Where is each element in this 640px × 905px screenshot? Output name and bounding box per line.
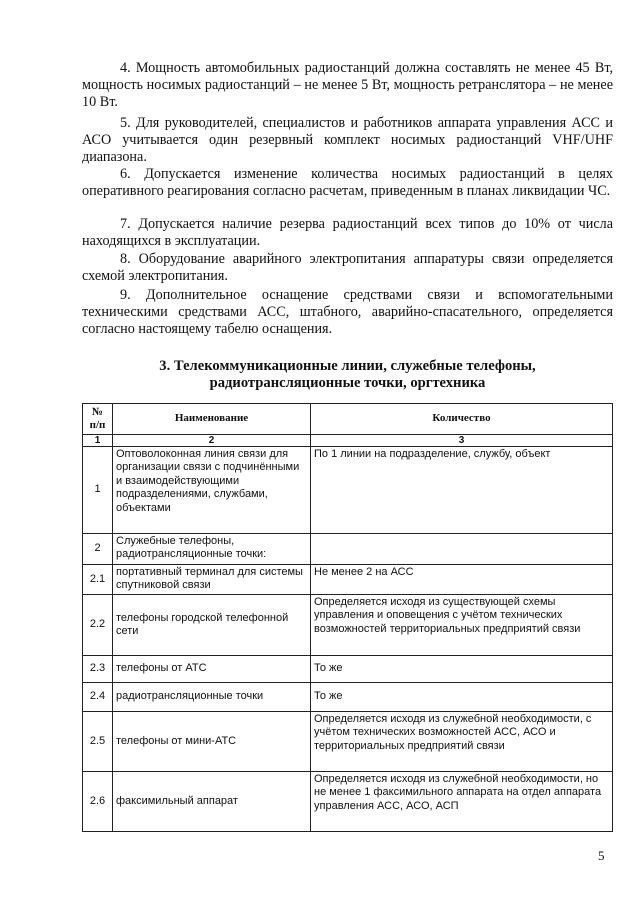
row-num: 2.1 <box>83 565 113 595</box>
table-row <box>83 595 613 656</box>
row-num: 2.5 <box>83 712 113 772</box>
row-name: Оптоволоконная линия связи для организации связи с подчинёнными и взаимодействующими подразделениями, службами, объектами <box>113 447 311 534</box>
row-qty: То же <box>311 656 613 683</box>
row-qty: Определяется исходя из существующей схемы управления и оповещения с учётом технических возможностей территориальных предприятий связи <box>311 595 613 656</box>
page-number: 5 <box>598 848 605 863</box>
table-row <box>83 712 613 772</box>
paragraph-4: 4. Мощность автомобильных радиостанций должна составлять не менее 45 Вт, мощность носимых радиостанций – не менее 5 Вт, мощность ретранслятора – не менее 10 Вт. <box>82 60 613 110</box>
row-name: радиотрансляционные точки <box>113 683 311 712</box>
header-num: № п/п <box>83 404 113 435</box>
index-cell: 3 <box>311 435 613 447</box>
table-row <box>83 565 613 595</box>
row-qty: По 1 линии на подразделение, службу, объект <box>311 447 613 534</box>
row-name: телефоны от АТС <box>113 656 311 683</box>
paragraph-6: 6. Допускается изменение количества носимых радиостанций в целях оперативного реагирования согласно расчетам, приведенным в планах ликвидации ЧС. <box>82 166 613 199</box>
row-num: 2.4 <box>83 683 113 712</box>
table-row <box>83 447 613 534</box>
row-name: телефоны городской телефонной сети <box>113 595 311 656</box>
section-title-line-1: 3. Телекоммуникационные линии, служебные телефоны, <box>159 358 536 374</box>
row-num: 2.3 <box>83 656 113 683</box>
table-index-row <box>83 435 613 447</box>
row-qty: Определяется исходя из служебной необходимости, но не менее 1 факсимильного аппарата на отдел аппарата управления АСС, АСО, АСП <box>311 772 613 832</box>
table-row <box>83 656 613 683</box>
row-name: телефоны от мини-АТС <box>113 712 311 772</box>
paragraph-7: 7. Допускается наличие резерва радиостанций всех типов до 10% от числа находящихся в эксплуатации. <box>82 216 613 249</box>
section-title <box>82 358 613 392</box>
row-name: портативный терминал для системы спутниковой связи <box>113 565 311 595</box>
index-cell: 2 <box>113 435 311 447</box>
row-name: факсимильный аппарат <box>113 772 311 832</box>
row-num: 2.2 <box>83 595 113 656</box>
paragraph-9: 9. Дополнительное оснащение средствами связи и вспомогательными техническими средствами АСС, штабного, аварийно-спасательного, определяется согласно настоящему табелю оснащения. <box>82 287 613 337</box>
row-num: 2 <box>83 534 113 565</box>
row-qty <box>311 534 613 565</box>
table-row <box>83 683 613 712</box>
header-qty: Количество <box>311 404 613 435</box>
row-qty: То же <box>311 683 613 712</box>
row-num: 1 <box>83 447 113 534</box>
row-name: Служебные телефоны, радиотрансляционные точки: <box>113 534 311 565</box>
table-row <box>83 772 613 832</box>
header-name: Наименование <box>113 404 311 435</box>
table-row <box>83 534 613 565</box>
index-cell: 1 <box>83 435 113 447</box>
equipment-table <box>82 403 613 832</box>
table-header-row <box>83 404 613 435</box>
row-qty: Определяется исходя из служебной необходимости, с учётом технических возможностей АСС, АСО и территориальных предприятий связи <box>311 712 613 772</box>
paragraph-5: 5. Для руководителей, специалистов и работников аппарата управления АСС и АСО учитывается один резервный комплект носимых радиостанций VHF/UHF диапазона. <box>82 115 613 165</box>
row-num: 2.6 <box>83 772 113 832</box>
paragraph-8: 8. Оборудование аварийного электропитания аппаратуры связи определяется схемой электропитания. <box>82 251 613 284</box>
row-qty: Не менее 2 на АСС <box>311 565 613 595</box>
section-title-line-2: радиотрансляционные точки, оргтехника <box>209 375 486 391</box>
